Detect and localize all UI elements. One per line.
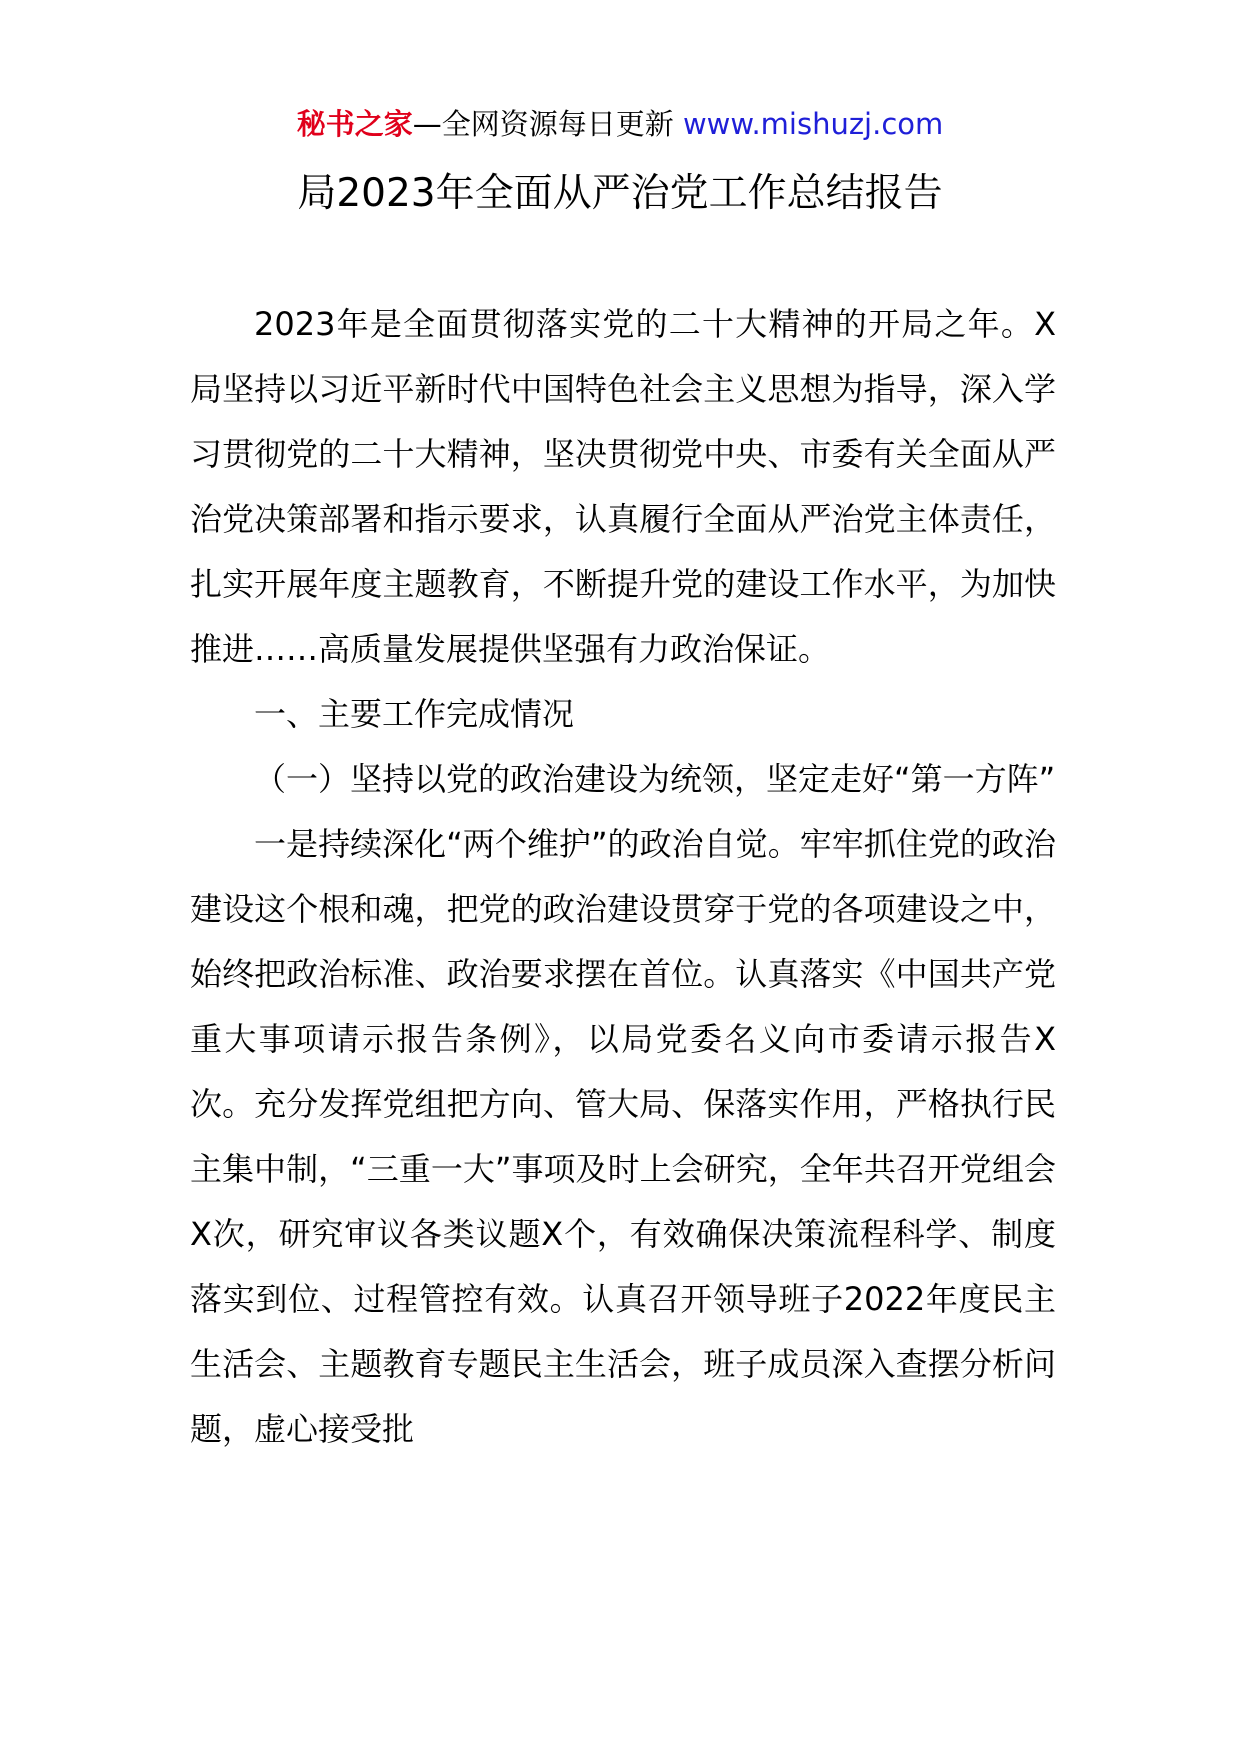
body-paragraph: 一是持续深化“两个维护”的政治自觉。牢牢抓住党的政治建设这个根和魂，把党的政治建设贯穿于党的各项建设之中，始终把政治标准、政治要求摆在首位。认真落实《中国共产党重大事项请示报告条例》，以局党委名义向市委请示报告X次。充分发挥党组把方向、管大局、保落实作用，严格执行民主集中制，“三重一大”事项及时上会研究，全年共召开党组会X次，研究审议各类议题X个，有效确保决策流程科学、制度落实到位、过程管控有效。认真召开领导班子2022年度民主生活会、主题教育专题民主生活会，班子成员深入查摆分析问题，虚心接受批 [190,825,1056,1448]
document-body [190,292,1056,1462]
document-title: 局2023年全面从严治党工作总结报告 [297,171,943,216]
section-heading: 一、主要工作完成情况 [254,695,575,733]
header-slogan: —全网资源每日更新 [412,107,674,141]
site-header [0,104,1240,144]
intro-paragraph: 2023年是全面贯彻落实党的二十大精神的开局之年。X局坚持以习近平新时代中国特色社会主义思想为指导，深入学习贯彻党的二十大精神，坚决贯彻党中央、市委有关全面从严治党决策部署和指示要求，认真履行全面从严治党主体责任，扎实开展年度主题教育，不断提升党的建设工作水平，为加快推进……高质量发展提供坚强有力政治保证。 [190,305,1056,668]
subsection-heading: （一）坚持以党的政治建设为统领，坚定走好“第一方阵” [254,760,1056,798]
brand-name: 秘书之家 [296,107,413,141]
site-url-link[interactable]: www.mishuzj.com [682,107,944,141]
